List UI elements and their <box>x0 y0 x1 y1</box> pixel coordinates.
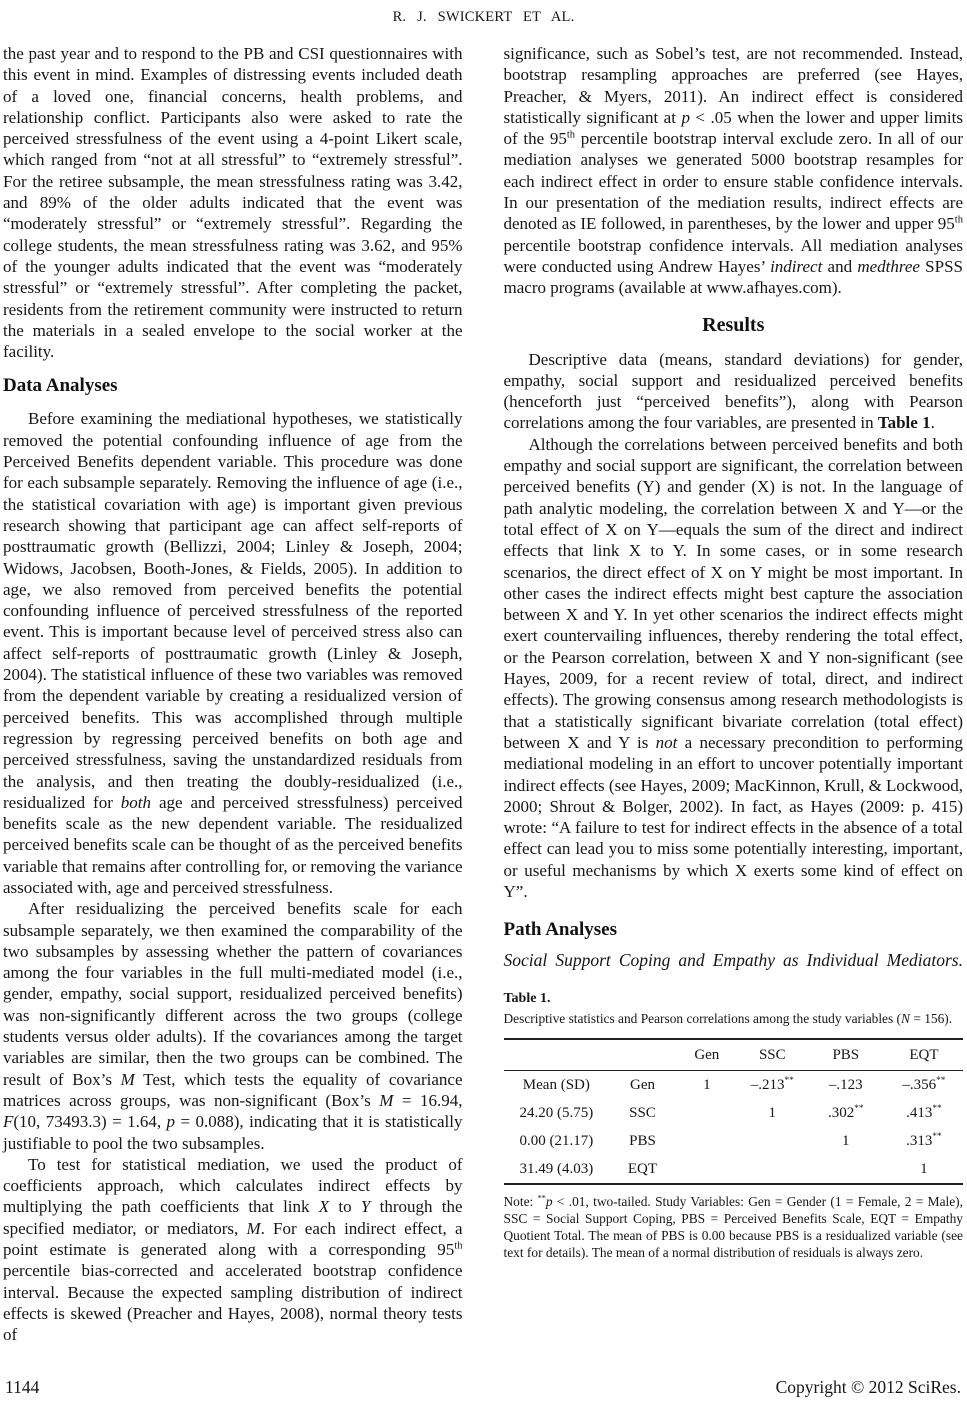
heading-data-analyses: Data Analyses <box>3 375 118 397</box>
table-cell: .302** <box>828 1103 864 1121</box>
table-col-header <box>504 1039 610 1071</box>
table-caption-text: Descriptive statistics and Pearson correlations among the study variables (N = 156). <box>503 1010 953 1026</box>
paragraph-intro: the past year and to respond to the PB and CSI questionnaires with this event in mind. Examples of distressing events included death of a loved one, financial concerns, health problems, and relationship conflict. Participants also were asked to rate the perceived stressfulness of the event using a 4-point Likert scale, which ranged from “not at all stressful” to “extremely stressful”. For the retiree subsample, the mean stressfulness rating was 3.42, and 89% of the older adults indicated that the event was “moderately stressful” or “extremely stressful”. Regarding the college students, the mean stressfulness rating was 3.62, and 95% of the younger adults indicated that the event was “moderately stressful” or “extremely stressful”. After completing the packet, residents from the retirement community were instructed to return the materials in a sealed envelope to the social worker at the facility. <box>3 44 463 362</box>
table-row <box>504 1070 964 1099</box>
paragraph-significance: significance, such as Sobel’s test, are not recommended. Instead, bootstrap resampling approaches are preferred (see Hayes, Preacher, & Myers, 2011). An indirect effect is considered statistically significant at p < .05 when the lower and upper limits of the 95th percentile bootstrap interval exclude zero. In all of our mediation analyses we generated 5000 bootstrap resamples for each indirect effect in order to ensure stable confidence intervals. In our presentation of the mediation results, indirect effects are denoted as IE followed, in parentheses, by the lower and upper 95th percentile bootstrap confidence intervals. All mediation analyses were conducted using Andrew Hayes’ indirect and medthree SPSS macro programs (available at www.afhayes.com). <box>503 44 963 298</box>
table-row <box>504 1127 964 1155</box>
table-cell <box>738 1127 807 1155</box>
page-number: 1144 <box>5 1377 40 1397</box>
paragraph-although: Although the correlations between perceived benefits and both empathy and social support are significant, the correlation between perceived benefits (Y) and gender (X) is not. In the language of path analytic modeling, the correlation between X and Y—or the total effect of X on Y—equals the sum of the direct and indirect effects that link X to Y. In some cases, or in some research scenarios, the direct effect of X on Y might be most important. In other cases the indirect effects might best capture the association between X and Y. In yet other scenarios the indirect effects might exert countervailing influences, thereby rendering the total effect, or the Pearson correlation, between X and Y non-significant (see Hayes, 2009, for a recent review of total, direct, and indirect effects). The growing consensus among research methodologists is that a statistically significant bivariate correlation (total effect) between X and Y is not a necessary precondition to performing mediational modeling in an effort to uncover potentially important indirect effects (see Hayes, 2009; MacKinnon, Krull, & Lockwood, 2000; Shrout & Bolger, 2002). In fact, as Hayes (2009: p. 415) wrote: “A failure to test for indirect effects in the absence of a total effect can lead you to miss some potentially interesting, important, or useful mechanisms by which X exerts some kind of effect on Y”. <box>503 434 964 901</box>
right-column <box>504 43 964 1346</box>
table-cell: –.213** <box>750 1075 794 1093</box>
table-cell <box>738 1155 807 1184</box>
table-cell: 0.00 (21.17) <box>519 1132 594 1149</box>
subheading-mediators: Social Support Coping and Empathy as Individual Mediators. <box>503 950 963 971</box>
table-col-header: Gen <box>676 1039 738 1071</box>
table-cell: –.356** <box>902 1075 946 1093</box>
table-cell: 1 <box>920 1160 928 1177</box>
table-note: Note: **p < .01, two-tailed. Study Variables: Gen = Gender (1 = Female, 2 = Male), SSC = Social Support Coping, PBS = Perceived Benefits Scale, EQT = Empathy Quotient Total. The mean of PBS is 0.00 because PBS is a residualized variable (see text for details). The mean of a normal distribution of residuals is always zero. <box>503 1193 963 1261</box>
table-cell <box>676 1155 738 1184</box>
paragraph-descriptive: Descriptive data (means, standard deviations) for gender, empathy, social support and residualized perceived benefits (henceforth just “perceived benefits”), along with Pearson correlations among the four variables, are presented in Table 1. <box>503 349 963 433</box>
table-cell: –.123 <box>828 1076 863 1093</box>
left-column <box>3 43 463 1346</box>
table-cell: SSC <box>629 1104 656 1121</box>
table-cell: Mean (SD) <box>522 1076 590 1093</box>
table-caption-label: Table 1. <box>503 990 551 1006</box>
table-col-header <box>609 1039 676 1071</box>
table-row <box>504 1099 964 1127</box>
table-cell: .313** <box>906 1131 942 1149</box>
copyright: Copyright © 2012 SciRes. <box>775 1377 961 1397</box>
table-cell <box>807 1155 885 1184</box>
paragraph-data-analyses-2: After residualizing the perceived benefits scale for each subsample separately, we then examined the comparability of the two subsamples by assessing whether the pattern of covariances among the four variables in the full multi-mediated model (i.e., gender, empathy, social support, residualized perceived benefits) was non-significantly different across the two groups (college students versus older adults). If the covariances among the target variables are similar, then the two groups can be combined. The result of Box’s M Test, which tests the equality of covariance matrices across groups, was non-significant (Box’s M = 16.94, F(10, 73493.3) = 1.64, p = 0.088), indicating that it is statistically justifiable to pool the two subsamples. <box>3 899 463 1153</box>
table-cell: 31.49 (4.03) <box>519 1160 594 1177</box>
heading-results: Results <box>702 313 765 336</box>
paragraph-data-analyses-1: Before examining the mediational hypotheses, we statistically removed the potential confounding influence of age from the Perceived Benefits dependent variable. This procedure was done for each subsample separately. Removing the influence of age (i.e., the statistical covariation with age) is important given previous research showing that participant age can affect self-reports of posttraumatic growth (Bellizzi, 2004; Linley & Joseph, 2004; Widows, Jacobsen, Booth-Jones, & Fields, 2005). In addition to age, we also removed from perceived benefits the potential confounding influence of perceived stressfulness of the reported event. This is important because level of perceived stress also can affect self-reports of posttraumatic growth (Linley & Joseph, 2004). The statistical influence of these two variables was removed from the dependent variable by creating a residualized version of perceived benefits. This was accomplished through multiple regression by regressing perceived benefits on both age and perceived stressfulness, saving the unstandardized residuals from the analysis, and then treating the doubly-residualized (i.e., residualized for both age and perceived stressfulness) perceived benefits scale as the new dependent variable. The residualized perceived benefits scale can be thought of as the perceived benefits variable that remains after controlling for, or removing the variance associated with, age and perceived stressfulness. <box>3 409 463 897</box>
table-cell <box>676 1127 738 1155</box>
table-cell: 24.20 (5.75) <box>519 1104 594 1121</box>
table-cell: Gen <box>629 1076 655 1093</box>
table-cell: 1 <box>703 1076 711 1093</box>
running-head: R. J. SWICKERT ET AL. <box>392 9 575 25</box>
table-cell: .413** <box>906 1103 942 1121</box>
table-cell: 1 <box>768 1104 777 1121</box>
table-header-row <box>504 1039 964 1071</box>
table-col-header: EQT <box>885 1039 963 1071</box>
paragraph-data-analyses-3: To test for statistical mediation, we used the product of coefficients approach, which calculates indirect effects by multiplying the path coefficients that link X to Y through the specified mediator, or mediators, M. For each indirect effect, a point estimate is generated along with a corresponding 95th percentile bias-corrected and accelerated bootstrap confidence interval. Because the expected sampling distribution of indirect effects is skewed (Preacher and Hayes, 2008), normal theory tests of <box>3 1154 463 1345</box>
table-cell <box>676 1099 738 1127</box>
table-cell: PBS <box>629 1132 656 1149</box>
correlation-table <box>504 1038 964 1185</box>
table-cell: EQT <box>627 1160 658 1177</box>
two-column-body <box>0 43 967 1346</box>
table-1-block <box>504 988 964 1262</box>
table-row <box>504 1155 964 1184</box>
table-col-header: PBS <box>807 1039 885 1071</box>
table-cell: 1 <box>842 1132 850 1149</box>
heading-path-analyses: Path Analyses <box>503 919 617 941</box>
page-footer <box>5 1377 961 1398</box>
table-col-header: SSC <box>738 1039 807 1071</box>
